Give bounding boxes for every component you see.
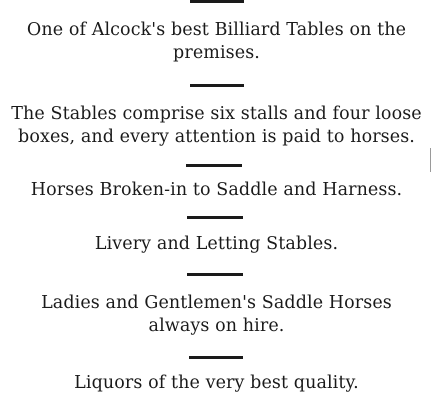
separator-rule (186, 164, 242, 167)
separator-rule (190, 0, 244, 3)
announcement-horses-broken-in (0, 179, 433, 202)
announcement-liquors (0, 372, 433, 395)
announcement-livery-stables (0, 233, 433, 256)
announcement-line: boxes, and every attention is paid to horses. (18, 127, 415, 147)
announcement-line: Ladies and Gentlemen's Saddle Horses (41, 293, 392, 313)
separator-rule (189, 356, 243, 359)
announcement-saddle-horses (0, 292, 433, 338)
separator-rule (190, 84, 244, 87)
announcement-billiard-tables (0, 19, 433, 65)
announcement-line: premises. (173, 43, 260, 63)
announcement-line: One of Alcock's best Billiard Tables on the (26, 20, 407, 40)
separator-rule (187, 273, 243, 276)
announcement-line: always on hire. (148, 316, 285, 336)
announcement-line: Livery and Letting Stables. (94, 234, 339, 254)
announcement-stables (0, 103, 433, 149)
announcement-line: The Stables comprise six stalls and four loose (11, 104, 422, 124)
announcement-line: Horses Broken-in to Saddle and Harness. (30, 180, 403, 200)
announcement-line: Liquors of the very best quality. (74, 373, 359, 393)
separator-rule (187, 216, 243, 219)
page-edge-mark (430, 148, 431, 172)
